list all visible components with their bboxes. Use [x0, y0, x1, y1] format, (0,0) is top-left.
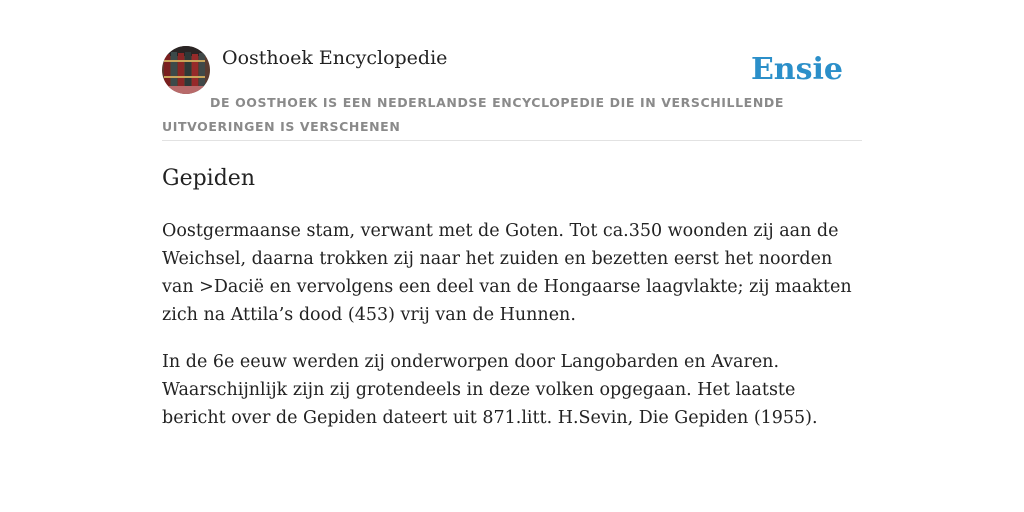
source-header [162, 46, 862, 141]
article-body [162, 217, 862, 432]
source-description: DE OOSTHOEK IS EEN NEDERLANDSE ENCYCLOPEDIE DIE IN VERSCHILLENDE UITVOERINGEN IS VERSCHENEN [162, 95, 784, 134]
article-paragraph: Oostgermaanse stam, verwant met de Goten. Tot ca.350 woonden zij aan de Weichsel, daarna trokken zij naar het zuiden en bezetten eerst het noorden van >Dacië en vervolgens een deel van de Hongaarse laagvlakte; zij maakten zich na Attila’s dood (453) vrij van de Hunnen. [162, 221, 852, 325]
encyclopedia-books-icon[interactable] [162, 46, 210, 94]
source-name[interactable]: Oosthoek Encyclopedie [222, 47, 448, 69]
article-title: Gepiden [162, 166, 255, 191]
article-paragraph: In de 6e eeuw werden zij onderworpen door Langobarden en Avaren. Waarschijnlijk zijn zij grotendeels in deze volken opgegaan. Het laatste bericht over de Gepiden dateert uit 871.litt. H.Sevin, Die Gepiden (1955). [162, 352, 818, 428]
ensie-logo[interactable]: Ensie [750, 52, 843, 87]
article [162, 163, 862, 451]
